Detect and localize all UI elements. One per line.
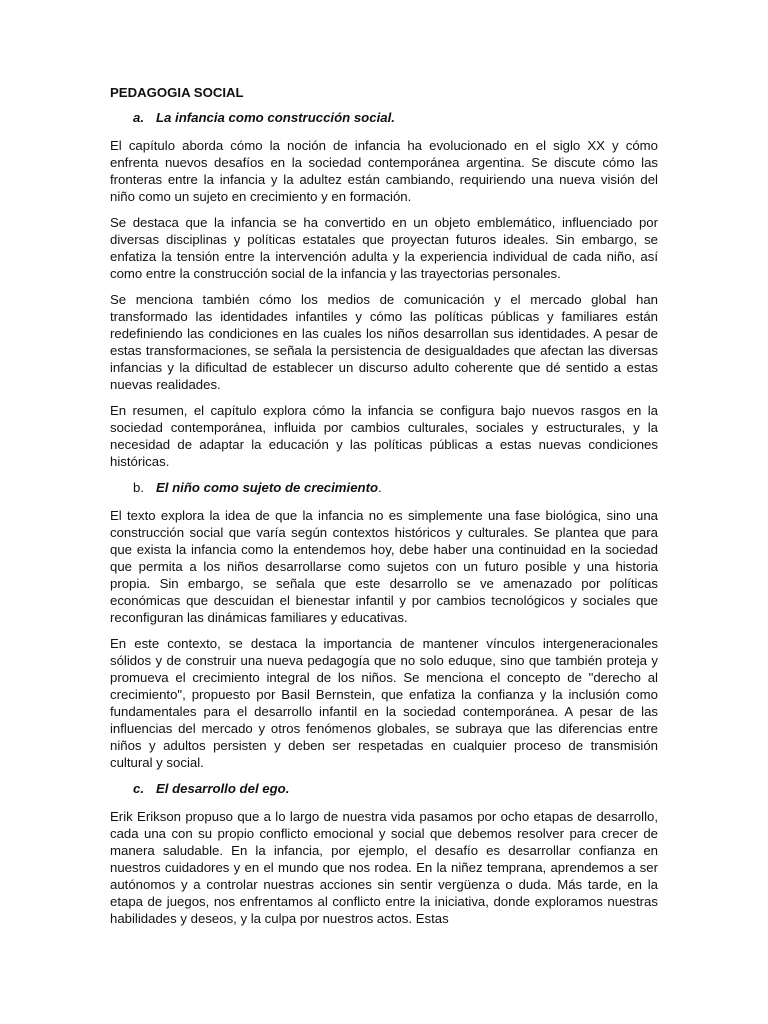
- paragraph: En este contexto, se destaca la importancia de mantener vínculos intergeneracionales sólidos y de construir una nueva pedagogía que no solo eduque, sino que también proteja y promueva el crecimiento integral de los niños. Se menciona el concepto de "derecho al crecimiento", propuesto por Basil Bernstein, que enfatiza la confianza y la inclusión como fundamentales para el desarrollo infantil en la sociedad contemporánea. A pesar de las influencias del mercado y otros fenómenos globales, se subraya que las diferencias entre niños y adultos persisten y deben ser respetadas en cualquier proceso de transmisión cultural y social.: [110, 636, 658, 770]
- document-title: PEDAGOGIA SOCIAL: [110, 85, 244, 100]
- paragraph: Erik Erikson propuso que a lo largo de nuestra vida pasamos por ocho etapas de desarrollo, cada una con su propio conflicto emocional y social que debemos resolver para crecer de manera saludable. En la infancia, por ejemplo, el desafío es desarrollar confianza en nuestros cuidadores y en el mundo que nos rodea. En la niñez temprana, aprendemos a ser autónomos y a controlar nuestras acciones sin sentir vergüenza o duda. Más tarde, en la etapa de juegos, nos enfrentamos al conflicto entre la iniciativa, donde exploramos nuestras habilidades y deseos, y la culpa por nuestros actos. Estas: [110, 809, 658, 926]
- section-heading-suffix: .: [378, 480, 382, 495]
- section-heading-text: La infancia como construcción social.: [156, 110, 395, 125]
- document-page: [110, 84, 658, 936]
- paragraph: Se menciona también cómo los medios de comunicación y el mercado global han transformado las identidades infantiles y cómo las políticas públicas y familiares están redefiniendo las condiciones en las cuales los niños desarrollan sus identidades. A pesar de estas transformaciones, se señala la persistencia de desigualdades que afectan las diversas infancias y la dificultad de establecer un discurso adulto coherente que dé sentido a estas nuevas realidades.: [110, 292, 658, 392]
- section-heading-wrap: [156, 479, 382, 496]
- section-marker: a.: [133, 110, 144, 125]
- paragraph: Se destaca que la infancia se ha convertido en un objeto emblemático, influenciado por diversas disciplinas y políticas estatales que proyectan futuros ideales. Sin embargo, se enfatiza la tensión entre la intervención adulta y la experiencia individual de cada niño, así como entre la construcción social de la infancia y las trayectorias personales.: [110, 215, 658, 281]
- paragraph: En resumen, el capítulo explora cómo la infancia se configura bajo nuevos rasgos en la sociedad contemporánea, influida por cambios culturales, sociales y estructurales, y la necesidad de adaptar la educación y las políticas públicas a estas nuevas condiciones históricas.: [110, 403, 658, 469]
- section-marker: c.: [133, 781, 144, 796]
- paragraph: El texto explora la idea de que la infancia no es simplemente una fase biológica, sino una construcción social que varía según contextos históricos y culturales. Se plantea que para que exista la infancia como la entendemos hoy, debe haber una continuidad en la sociedad que permita a los niños desarrollarse como sujetos con un futuro posible y una historia propia. Sin embargo, se señala que este desarrollo se ve amenazado por políticas económicas que descuidan el bienestar infantil y por cambios tecnológicos y sociales que reconfiguran las dinámicas familiares y educativas.: [110, 508, 658, 625]
- section-heading-b: [110, 479, 658, 496]
- section-heading-text: El niño como sujeto de crecimiento: [156, 480, 379, 495]
- paragraph: El capítulo aborda cómo la noción de infancia ha evolucionado en el siglo XX y cómo enfrenta nuevos desafíos en la sociedad contemporánea argentina. Se discute cómo las fronteras entre la infancia y la adultez están cambiando, requiriendo una nueva visión del niño como un sujeto en crecimiento y en formación.: [110, 138, 658, 204]
- section-heading-c: [110, 780, 658, 797]
- section-heading-a: [110, 109, 658, 126]
- section-marker: b.: [133, 480, 144, 495]
- section-heading-text: El desarrollo del ego.: [156, 781, 290, 796]
